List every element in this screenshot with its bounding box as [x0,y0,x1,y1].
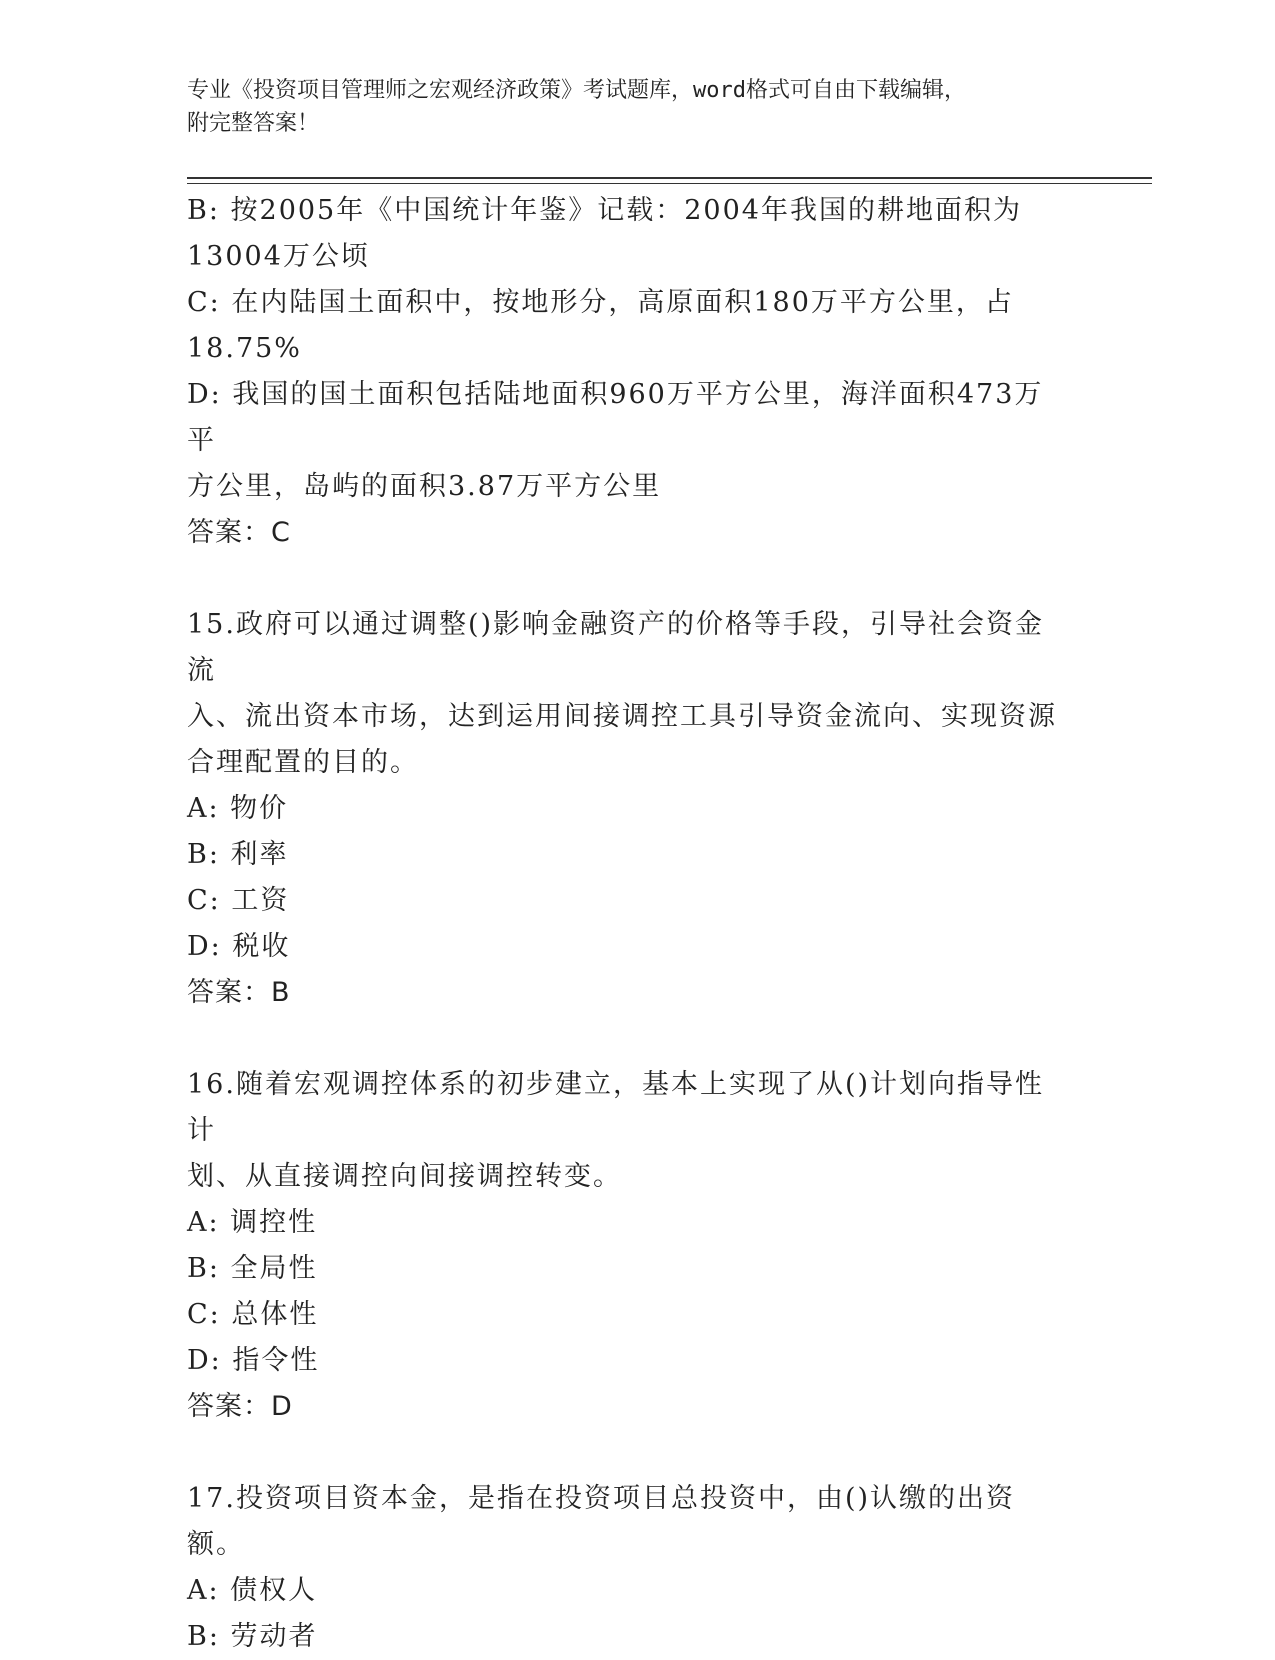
option-d: D: 我国的国土面积包括陆地面积960万平方公里，海洋面积473万平 [187,379,1044,456]
spacer [187,1430,1067,1476]
question-stem-cont: 划、从直接调控向间接调控转变。 [187,1161,622,1192]
header-divider-thick [187,177,1152,179]
question-14-continued [187,188,1067,556]
option-b: B: 按2005年《中国统计年鉴》记载：2004年我国的耕地面积为 [187,195,1022,226]
question-17 [187,1476,1067,1660]
option-c-cont: 18.75% [187,333,302,364]
document-header [187,74,1087,140]
question-15 [187,602,1067,1016]
header-divider-thin [187,183,1152,184]
document-content [187,188,1067,1660]
option-d: D: 指令性 [187,1345,320,1376]
spacer [187,1016,1067,1062]
answer: 答案：D [187,1391,293,1422]
option-b-cont: 13004万公顷 [187,241,370,272]
answer: 答案：C [187,517,291,548]
question-stem: 16.随着宏观调控体系的初步建立，基本上实现了从()计划向指导性计 [187,1069,1045,1146]
answer: 答案：B [187,977,291,1008]
spacer [187,556,1067,602]
header-line-1: 专业《投资项目管理师之宏观经济政策》考试题库，word格式可自由下载编辑， [187,78,966,103]
option-d: D: 税收 [187,931,291,962]
question-stem: 17.投资项目资本金，是指在投资项目总投资中，由()认缴的出资额。 [187,1483,1016,1560]
question-16 [187,1062,1067,1430]
option-d-cont: 方公里，岛屿的面积3.87万平方公里 [187,471,662,502]
question-stem-cont: 入、流出资本市场，达到运用间接调控工具引导资金流向、实现资源 [187,701,1057,732]
option-a: A: 调控性 [187,1207,318,1238]
option-c: C: 工资 [187,885,290,916]
option-c: C: 在内陆国土面积中，按地形分，高原面积180万平方公里，占 [187,287,1014,318]
question-stem: 15.政府可以通过调整()影响金融资产的价格等手段，引导社会资金流 [187,609,1045,686]
option-b: B: 利率 [187,839,289,870]
option-b: B: 劳动者 [187,1621,318,1652]
option-a: A: 物价 [187,793,289,824]
option-c: C: 总体性 [187,1299,319,1330]
header-line-2: 附完整答案！ [187,111,320,136]
option-a: A: 债权人 [187,1575,318,1606]
question-stem-cont: 合理配置的目的。 [187,747,419,778]
option-b: B: 全局性 [187,1253,318,1284]
